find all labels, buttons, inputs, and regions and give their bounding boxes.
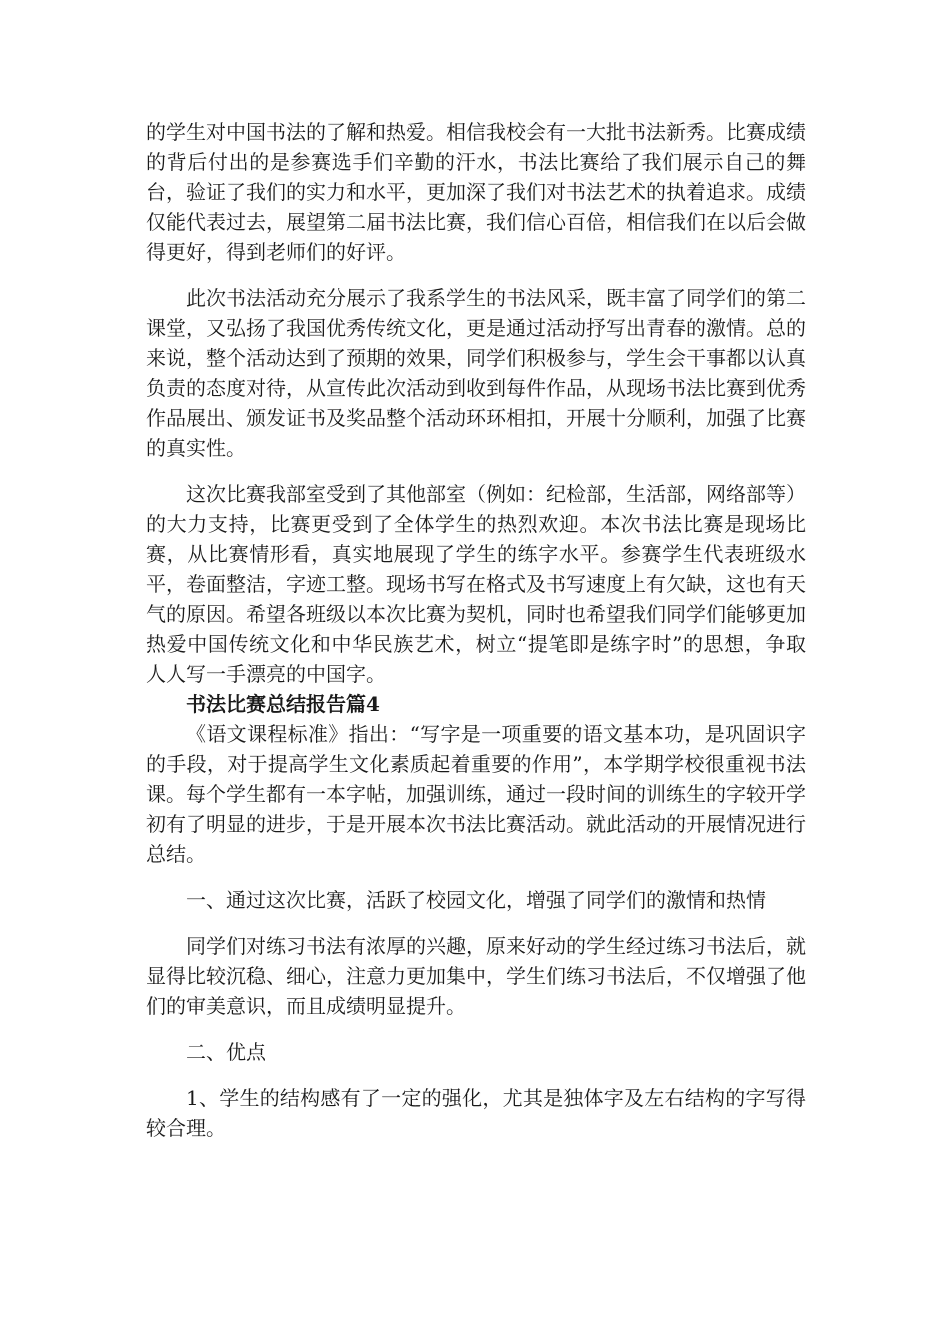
paragraph: 这次比赛我部室受到了其他部室（例如：纪检部，生活部，网络部等）的大力支持，比赛更受到了全体学生的热烈欢迎。本次书法比赛是现场比赛，从比赛情形看，真实地展现了学生的练字水平。参赛学生代表班级水平，卷面整洁，字迹工整。现场书写在格式及书写速度上有欠缺，这也有天气的原因。希望各班级以本次比赛为契机，同时也希望我们同学们能够更加热爱中国传统文化和中华民族艺术，树立“提笔即是练字时”的思想，争取人人写一手漂亮的中国字。	[146, 482, 806, 686]
paragraph-continued: 的学生对中国书法的了解和热爱。相信我校会有一大批书法新秀。比赛成绩的背后付出的是参赛选手们辛勤的汗水，书法比赛给了我们展示自己的舞台，验证了我们的实力和水平，更加深了我们对书法艺术的执着追求。成绩仅能代表过去，展望第二届书法比赛，我们信心百倍，相信我们在以后会做得更好，得到老师们的好评。	[146, 120, 806, 264]
section-intro: 《语文课程标准》指出：“写字是一项重要的语文基本功，是巩固识字的手段，对于提高学生文化素质起着重要的作用”，本学期学校很重视书法课。每个学生都有一本字帖，加强训练，通过一段时间的训练生的字较开学初有了明显的进步，于是开展本次书法比赛活动。就此活动的开展情况进行总结。	[146, 722, 806, 866]
point-1-body: 同学们对练习书法有浓厚的兴趣，原来好动的学生经过练习书法后，就显得比较沉稳、细心，注意力更加集中，学生们练习书法后，不仅增强了他们的审美意识，而且成绩明显提升。	[146, 934, 806, 1018]
document-body	[146, 117, 806, 1143]
point-2-item-1: 1、学生的结构感有了一定的强化，尤其是独体字及左右结构的字写得较合理。	[146, 1086, 806, 1140]
point-1-title: 一、通过这次比赛，活跃了校园文化，增强了同学们的激情和热情	[186, 888, 766, 912]
section-heading: 书法比赛总结报告篇4	[186, 692, 380, 716]
point-2-title: 二、优点	[186, 1040, 266, 1064]
paragraph: 此次书法活动充分展示了我系学生的书法风采，既丰富了同学们的第二课堂，又弘扬了我国优秀传统文化，更是通过活动抒写出青春的激情。总的来说，整个活动达到了预期的效果，同学们积极参与，学生会干事都以认真负责的态度对待，从宣传此次活动到收到每件作品，从现场书法比赛到优秀作品展出、颁发证书及奖品整个活动环环相扣，开展十分顺利，加强了比赛的真实性。	[146, 286, 806, 460]
